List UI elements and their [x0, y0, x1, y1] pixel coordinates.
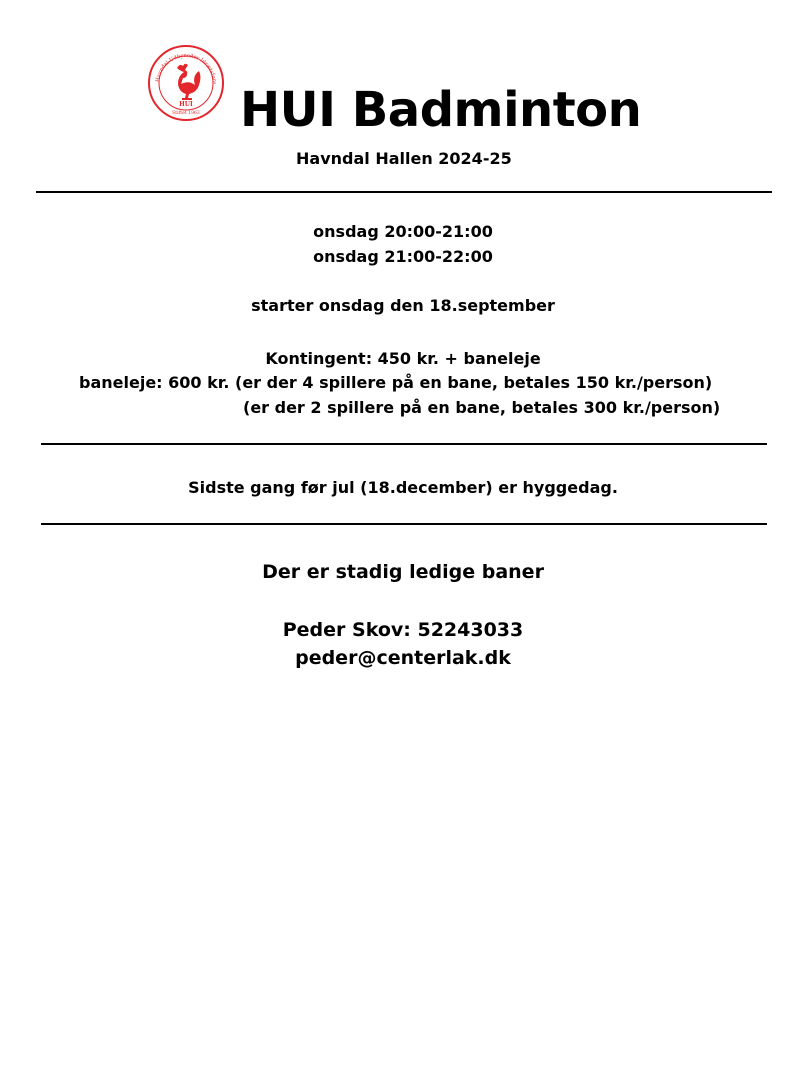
start-date-text: starter onsdag den 18.september: [251, 296, 555, 315]
svg-text:Havndal-Udbyneder Idrætsforeni: Havndal-Udbyneder Idrætsfore: [155, 52, 218, 85]
page-title: HUI Badminton: [240, 82, 642, 138]
fee-baneleje-note: (er der 2 spillere på en bane, betales 300 kr./person): [243, 398, 721, 417]
schedule-time-2: onsdag 21:00-22:00: [313, 247, 493, 266]
divider-bottom: [41, 523, 767, 525]
divider-top: [36, 191, 772, 193]
fee-kontingent: Kontingent: 450 kr. + baneleje: [265, 349, 541, 368]
club-logo: [147, 44, 225, 122]
rooster-icon: [177, 64, 201, 100]
logo-hui-text: HUI: [179, 101, 193, 108]
fee-baneleje: baneleje: 600 kr. (er der 4 spillere på en bane, betales 150 kr./person): [79, 373, 713, 392]
page-subtitle: Havndal Hallen 2024-25: [296, 149, 512, 168]
schedule-time-1: onsdag 20:00-21:00: [313, 222, 493, 241]
divider-middle: [41, 443, 767, 445]
christmas-notice: Sidste gang før jul (18.december) er hyggedag.: [188, 478, 618, 497]
contact-email: peder@centerlak.dk: [295, 647, 511, 669]
logo-founded-text: Stiftet 1963: [172, 111, 200, 116]
contact-name-phone: Peder Skov: 52243033: [282, 619, 524, 641]
availability-text: Der er stadig ledige baner: [262, 561, 544, 583]
